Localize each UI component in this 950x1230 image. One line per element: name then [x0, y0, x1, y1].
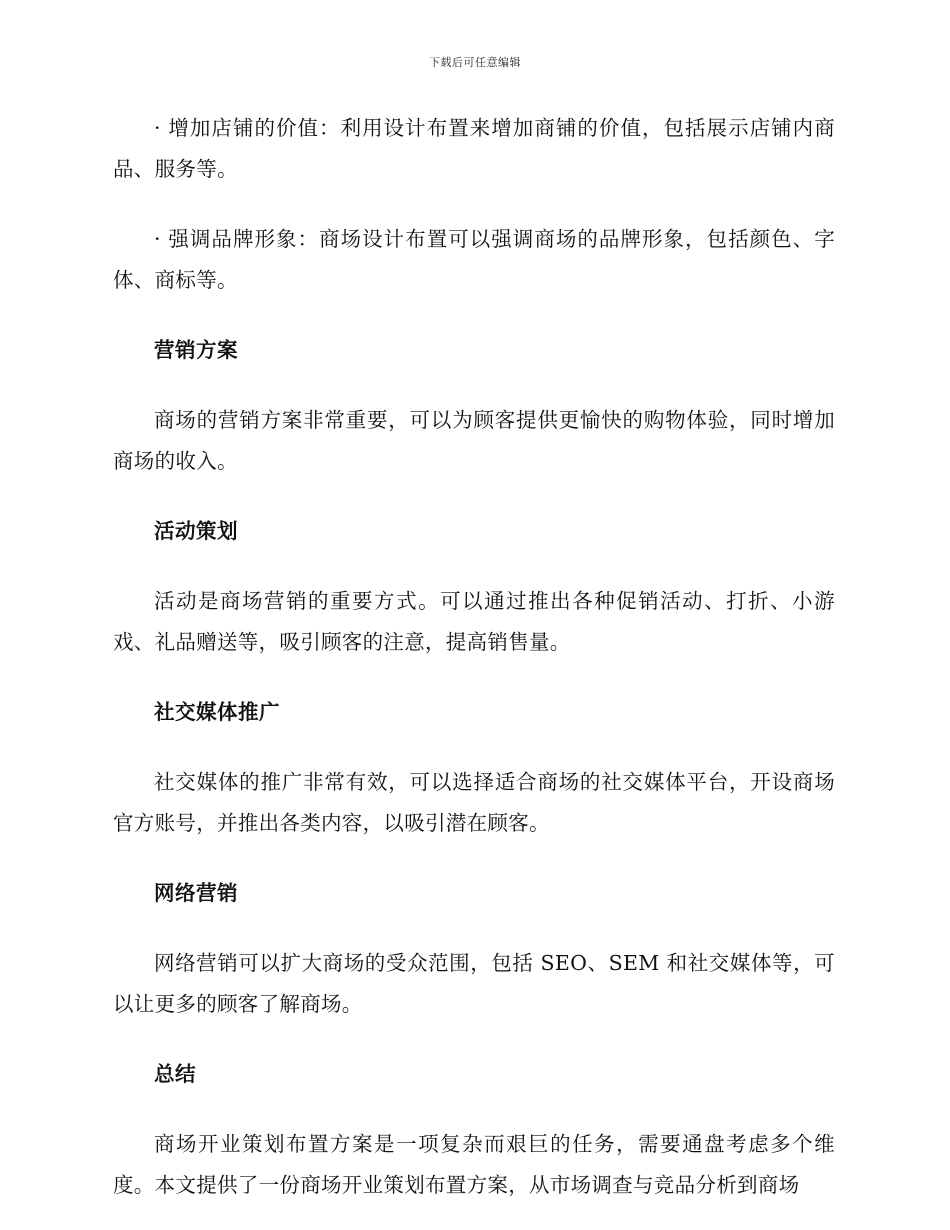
- paragraph-summary: 商场开业策划布置方案是一项复杂而艰巨的任务，需要通盘考虑多个维度。本文提供了一份商场开业策划布置方案，从市场调查与竞品分析到商场: [113, 1132, 835, 1197]
- heading-event-planning: 活动策划: [154, 519, 238, 543]
- heading-social-media: 社交媒体推广: [154, 700, 280, 724]
- bullet-brand-image: · 强调品牌形象：商场设计布置可以强调商场的品牌形象，包括颜色、字体、商标等。: [113, 227, 835, 292]
- heading-online-marketing: 网络营销: [154, 881, 238, 905]
- header-note: 下载后可任意编辑: [429, 56, 521, 69]
- heading-marketing-plan: 营销方案: [154, 338, 238, 362]
- heading-summary: 总结: [154, 1062, 196, 1086]
- paragraph-online-marketing: 网络营销可以扩大商场的受众范围，包括 SEO、SEM 和社交媒体等，可以让更多的顾客了解商场。: [113, 951, 835, 1016]
- document-body: [113, 108, 835, 1206]
- bullet-store-value: · 增加店铺的价值：利用设计布置来增加商铺的价值，包括展示店铺内商品、服务等。: [113, 116, 835, 181]
- paragraph-marketing-plan: 商场的营销方案非常重要，可以为顾客提供更愉快的购物体验，同时增加商场的收入。: [113, 408, 835, 473]
- paragraph-social-media: 社交媒体的推广非常有效，可以选择适合商场的社交媒体平台，开设商场官方账号，并推出各类内容，以吸引潜在顾客。: [113, 770, 835, 835]
- paragraph-event-planning: 活动是商场营销的重要方式。可以通过推出各种促销活动、打折、小游戏、礼品赠送等，吸引顾客的注意，提高销售量。: [113, 589, 835, 654]
